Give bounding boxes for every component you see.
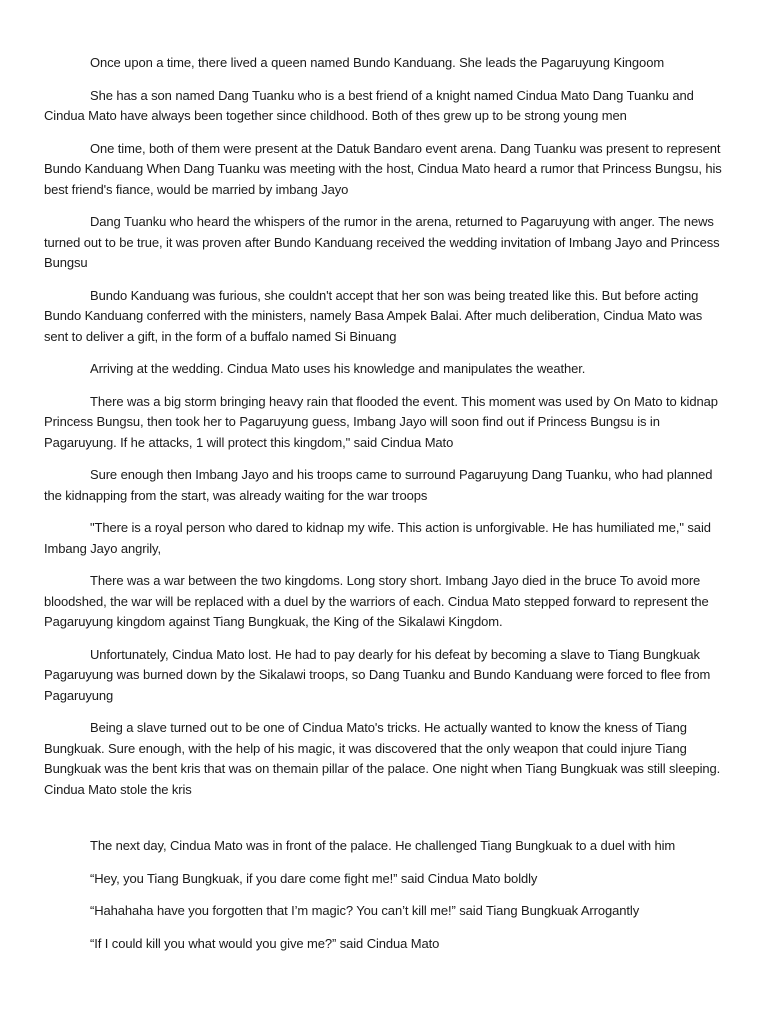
story-paragraph-2: She has a son named Dang Tuanku who is a best friend of a knight named Cindua Mato Dang Tuanku and Cindua Mato have always been together since childhood. Both of thes grew up to be strong young men [44,87,694,123]
dialogue-line-2: “Hahahaha have you forgotten that I’m magic? You can’t kill me!” said Tiang Bungkuak Arrogantly [90,903,640,918]
story-paragraph-6: Arriving at the wedding. Cindua Mato uses his knowledge and manipulates the weather. [90,361,586,376]
story-paragraph-9: "There is a royal person who dared to kidnap my wife. This action is unforgivable. He has humiliated me," said Imbang Jayo angrily, [44,520,711,556]
dialogue-line-1: “Hey, you Tiang Bungkuak, if you dare come fight me!” said Cindua Mato boldly [90,870,538,886]
story-paragraph-1: Once upon a time, there lived a queen named Bundo Kanduang. She leads the Pagaruyung Kingoom [90,55,665,70]
story-paragraph-11: Unfortunately, Cindua Mato lost. He had to pay dearly for his defeat by becoming a slave to Tiang Bungkuak Pagaruyung was burned down by the Sikalawi troops, so Dang Tuanku and Bundo Kanduang were forced to flee from Pagaruyung [44,646,711,703]
story-paragraph-7: There was a big storm bringing heavy rain that flooded the event. This moment was used by On Mato to kidnap Princess Bungsu, then took her to Pagaruyung guess, Imbang Jayo will soon find out if Princess Bungsu is in Pagaruyung. If he attacks, 1 will protect this kingdom," said Cindua Mato [44,393,718,450]
story-paragraph-4: Dang Tuanku who heard the whispers of the rumor in the arena, returned to Pagaruyung with anger. The news turned out to be true, it was proven after Bundo Kanduang received the wedding invitation of Imbang Jayo and Princess Bungsu [44,214,720,270]
story-paragraph-10: There was a war between the two kingdoms. Long story short. Imbang Jayo died in the bruce To avoid more bloodshed, the war will be replaced with a duel by the warriors of each. Cindua Mato stepped forward to represent the Pagaruyung kingdom against Tiang Bungkuak, the King of the Sikalawi Kingdom. [44,573,709,629]
story-paragraph-8: Sure enough then Imbang Jayo and his troops came to surround Pagaruyung Dang Tuanku, who had planned the kidnapping from the start, was already waiting for the war troops [44,467,713,503]
story-paragraph-5: Bundo Kanduang was furious, she couldn't accept that her son was being treated like this. But before acting Bundo Kanduang conferred with the ministers, namely Basa Ampek Balai. After much deliberation, Cindua Mato was sent to deliver a gift, in the form of a buffalo named Si Binuang [44,287,703,344]
story-paragraph-12: Being a slave turned out to be one of Cindua Mato's tricks. He actually wanted to know the kness of Tiang Bungkuak. Sure enough, with the help of his magic, it was discovered that the only weapon that could injure Tiang Bungkuak was the bent kris that was on themain pillar of the palace. One night when Tiang Bungkuak was still sleeping. Cindua Mato stole the kris [44,720,721,797]
dialogue-line-3: “If I could kill you what would you give me?” said Cindua Mato [90,935,440,951]
story-paragraph-3: One time, both of them were present at the Datuk Bandaro event arena. Dang Tuanku was present to represent Bundo Kanduang When Dang Tuanku was meeting with the host, Cindua Mato heard a rumor that Princess Bungsu, his best friend's fiance, would be married by imbang Jayo [44,140,722,197]
story-paragraph-13: The next day, Cindua Mato was in front of the palace. He challenged Tiang Bungkuak to a duel with him [90,838,676,853]
